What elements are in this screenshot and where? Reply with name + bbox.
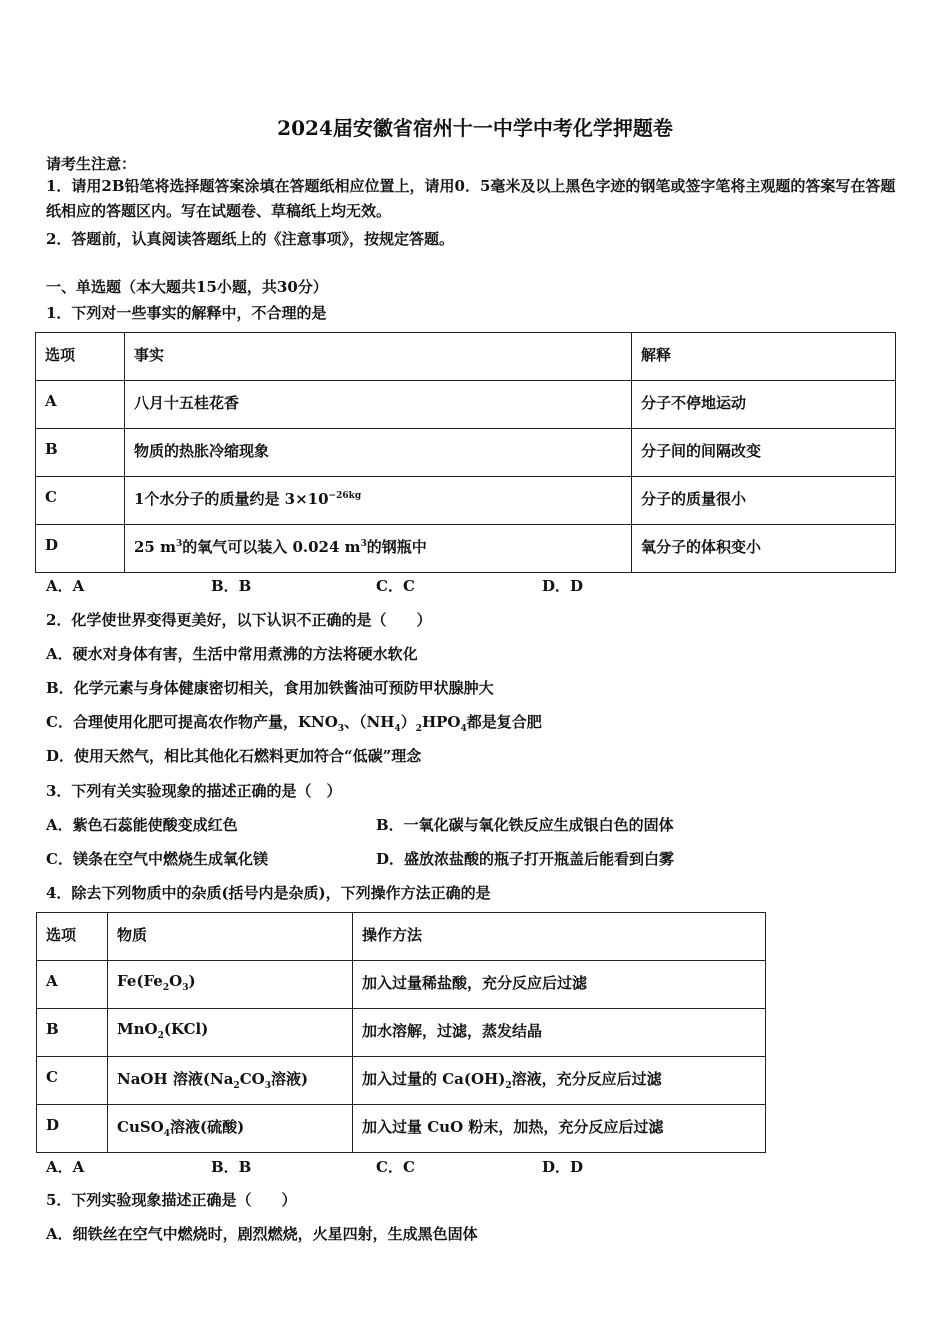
q4-row-method	[353, 1057, 766, 1105]
table-row	[37, 1057, 766, 1105]
subscript: 2	[415, 724, 422, 734]
subscript: 3	[182, 983, 189, 993]
subscript: 2	[233, 1081, 240, 1091]
table-row	[36, 381, 896, 429]
option-text: HPO	[421, 713, 461, 731]
fact-exponent: 3	[175, 539, 183, 549]
q5-stem: 5．下列实验现象描述正确是（ ）	[46, 1191, 297, 1209]
q4-option-d[interactable]: D．D	[542, 1158, 584, 1176]
q5-option-a[interactable]: A．细铁丝在空气中燃烧时，剧烈燃烧，火星四射，生成黑色固体	[46, 1225, 478, 1243]
subscript: 3	[264, 1081, 271, 1091]
q1-row-option: A	[36, 381, 125, 429]
notice-heading: 请考生注意：	[46, 155, 137, 173]
chem-text: )	[188, 972, 196, 990]
q4-header-method: 操作方法	[353, 913, 766, 961]
q3-option-c[interactable]: C．镁条在空气中燃烧生成氧化镁	[46, 850, 268, 868]
q1-row-reason: 氧分子的体积变小	[632, 525, 896, 573]
chem-text: CuSO	[117, 1118, 164, 1136]
fact-text: 的氧气可以装入 0.024 m	[182, 538, 361, 556]
option-text: 、（NH	[344, 713, 395, 731]
q4-stem: 4．除去下列物质中的杂质(括号内是杂质)，下列操作方法正确的是	[46, 884, 491, 902]
q4-row-method: 加水溶解，过滤，蒸发结晶	[353, 1009, 766, 1057]
q4-row-method: 加入过量 CuO 粉末，加热，充分反应后过滤	[353, 1105, 766, 1153]
q4-header-option: 选项	[37, 913, 108, 961]
notice-item-1: 1．请用2B铅笔将选择题答案涂填在答题纸相应位置上，请用0．5毫米及以上黑色字迹的钢笔或签字笔将主观题的答案写在答题纸相应的答题区内。写在试题卷、草稿纸上均无效。	[46, 177, 896, 220]
q4-row-option: C	[37, 1057, 108, 1105]
q1-header-option: 选项	[36, 333, 125, 381]
q1-row-fact	[125, 525, 632, 573]
table-row	[36, 429, 896, 477]
fact-exponent: 3	[360, 539, 367, 549]
subscript: 2	[162, 983, 170, 993]
option-text: 都是复合肥	[466, 713, 542, 731]
q4-table	[36, 912, 766, 1153]
q4-row-substance	[108, 1009, 353, 1057]
q1-table	[35, 332, 896, 573]
q3-option-b[interactable]: B．一氧化碳与氧化铁反应生成银白色的固体	[376, 816, 674, 834]
q3-option-a[interactable]: A．紫色石蕊能使酸变成红色	[46, 816, 238, 834]
q1-row-reason: 分子间的间隔改变	[632, 429, 896, 477]
q3-option-d[interactable]: D．盛放浓盐酸的瓶子打开瓶盖后能看到白雾	[376, 850, 675, 868]
q2-option-c[interactable]	[46, 711, 542, 732]
section-heading: 一、单选题（本大题共15小题，共30分）	[46, 278, 328, 296]
table-row	[37, 961, 766, 1009]
fact-text: 的钢瓶中	[366, 538, 427, 556]
subscript: 2	[157, 1031, 164, 1041]
q1-header-fact: 事实	[125, 333, 632, 381]
q1-row-fact: 八月十五桂花香	[125, 381, 632, 429]
q4-row-option: D	[37, 1105, 108, 1153]
q4-row-option: B	[37, 1009, 108, 1057]
method-text: 加入过量的 Ca(OH)	[362, 1070, 506, 1088]
q4-option-a[interactable]: A．A	[46, 1158, 85, 1176]
q4-row-method: 加入过量稀盐酸，充分反应后过滤	[353, 961, 766, 1009]
fact-text: 25 m	[134, 538, 176, 556]
q2-option-d[interactable]: D．使用天然气，相比其他化石燃料更加符合“低碳”理念	[46, 747, 422, 765]
chem-text: O	[169, 972, 183, 990]
q2-stem: 2．化学使世界变得更美好，以下认识不正确的是（ ）	[46, 611, 432, 629]
chem-text: 溶液(硫酸)	[170, 1118, 245, 1136]
q1-row-reason: 分子不停地运动	[632, 381, 896, 429]
chem-text: Fe(Fe	[117, 972, 163, 990]
subscript: 2	[505, 1081, 512, 1091]
method-text: 溶液，充分反应后过滤	[511, 1070, 662, 1088]
chem-text: (KCl)	[163, 1020, 209, 1038]
q1-stem: 1．下列对一些事实的解释中，不合理的是	[46, 304, 327, 322]
subscript: 3	[337, 724, 345, 734]
q1-row-reason: 分子的质量很小	[632, 477, 896, 525]
q2-option-a[interactable]: A．硬水对身体有害，生活中常用煮沸的方法将硬水软化	[46, 645, 418, 663]
table-row	[36, 477, 896, 525]
q3-stem: 3．下列有关实验现象的描述正确的是（ ）	[46, 782, 342, 800]
q1-row-option: D	[36, 525, 125, 573]
fact-exponent: −26kg	[328, 491, 362, 501]
subscript: 4	[394, 724, 401, 734]
subscript: 4	[460, 724, 467, 734]
option-text: ）	[400, 713, 416, 731]
q4-row-option: A	[37, 961, 108, 1009]
subscript: 4	[163, 1129, 171, 1139]
table-row	[37, 1009, 766, 1057]
q1-option-b[interactable]: B．B	[211, 577, 252, 595]
chem-text: CO	[239, 1070, 265, 1088]
q4-row-substance	[108, 961, 353, 1009]
q1-header-reason: 解释	[632, 333, 896, 381]
q4-header-substance: 物质	[108, 913, 353, 961]
q1-row-option: B	[36, 429, 125, 477]
q4-row-substance	[108, 1057, 353, 1105]
q4-option-b[interactable]: B．B	[211, 1158, 252, 1176]
table-row	[36, 525, 896, 573]
notice-item-2: 2．答题前，认真阅读答题纸上的《注意事项》，按规定答题。	[46, 230, 454, 248]
q1-option-d[interactable]: D．D	[542, 577, 584, 595]
q1-row-fact	[125, 477, 632, 525]
page-title: 2024届安徽省宿州十一中学中考化学押题卷	[277, 116, 673, 140]
chem-text: 溶液)	[270, 1070, 309, 1088]
option-text: C．合理使用化肥可提高农作物产量，KNO	[46, 713, 338, 731]
q2-option-b[interactable]: B．化学元素与身体健康密切相关，食用加铁酱油可预防甲状腺肿大	[46, 679, 494, 697]
q1-option-a[interactable]: A．A	[46, 577, 85, 595]
fact-text: 1个水分子的质量约是 3×10	[134, 490, 329, 508]
q1-option-c[interactable]: C．C	[376, 577, 415, 595]
chem-text: NaOH 溶液(Na	[117, 1070, 234, 1088]
q4-row-substance	[108, 1105, 353, 1153]
table-row	[37, 1105, 766, 1153]
chem-text: MnO	[117, 1020, 158, 1038]
q1-row-option: C	[36, 477, 125, 525]
q1-row-fact: 物质的热胀冷缩现象	[125, 429, 632, 477]
q4-option-c[interactable]: C．C	[376, 1158, 415, 1176]
